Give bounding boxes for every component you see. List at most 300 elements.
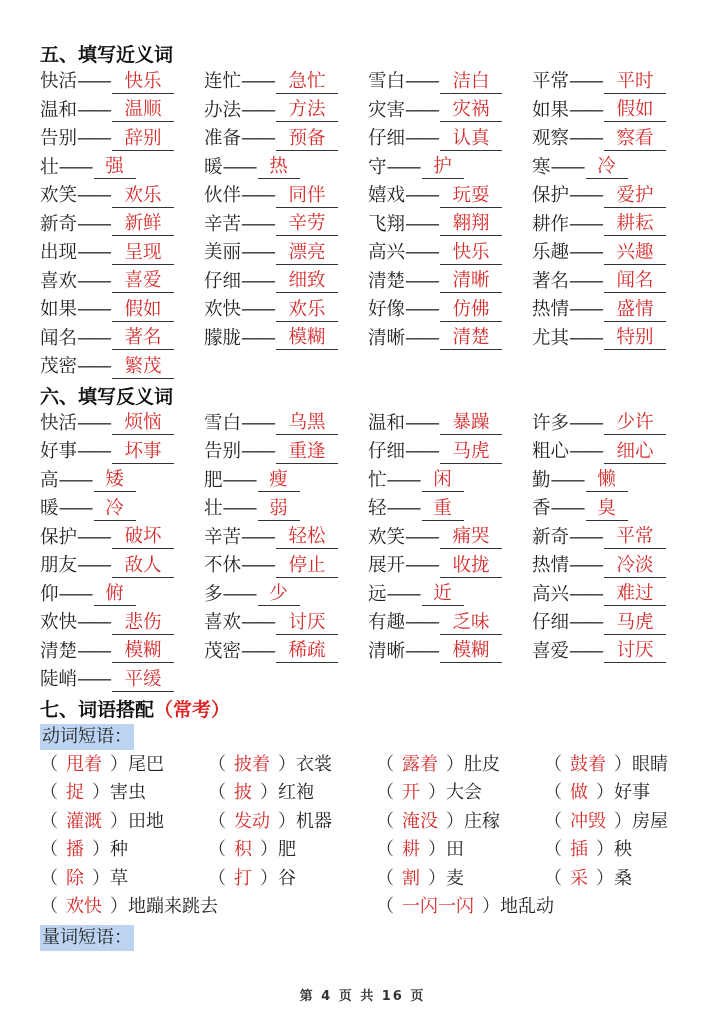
phrase-object: 田 xyxy=(446,839,464,860)
close-paren: ） xyxy=(614,810,632,832)
word-pair xyxy=(532,325,696,354)
prompt-word: 远 xyxy=(368,583,387,605)
phrase-item xyxy=(208,751,376,780)
prompt-word: 喜爱 xyxy=(532,640,570,662)
dash-separator: —— xyxy=(569,640,603,662)
word-pair xyxy=(532,68,696,97)
fill-blank[interactable]: 冲毁 xyxy=(570,810,606,832)
close-paren: ） xyxy=(596,867,614,889)
answer-blank[interactable]: 同伴 xyxy=(276,185,338,208)
word-pair xyxy=(368,495,532,524)
word-pair xyxy=(368,182,532,211)
answer-blank[interactable]: 玩耍 xyxy=(440,185,502,208)
fill-blank[interactable]: 露着 xyxy=(402,753,438,775)
fill-blank[interactable]: 一闪一闪 xyxy=(402,896,474,917)
answer-blank[interactable]: 坏事 xyxy=(112,441,174,464)
prompt-word: 许多 xyxy=(532,412,570,434)
phrase-object: 草 xyxy=(110,867,128,889)
answer-blank[interactable]: 模糊 xyxy=(112,640,174,663)
collocation-note: （常考） xyxy=(154,698,231,721)
dash-separator: —— xyxy=(241,327,275,349)
dash-separator: —— xyxy=(405,327,439,349)
prompt-word: 欢快 xyxy=(204,299,242,320)
dash-separator: —— xyxy=(405,270,439,292)
word-pair xyxy=(368,325,532,354)
phrase-item xyxy=(544,751,712,780)
answer-blank[interactable]: 俯 xyxy=(94,583,136,606)
phrase-object: 房屋 xyxy=(632,810,668,832)
answer-blank[interactable]: 兴趣 xyxy=(604,242,666,265)
verb-phrases-label: 动词短语： xyxy=(40,724,134,750)
word-pair xyxy=(532,182,696,211)
prompt-word: 嬉戏 xyxy=(368,185,406,206)
prompt-word: 雪白 xyxy=(368,71,406,92)
dash-separator: —— xyxy=(569,71,603,92)
word-pair xyxy=(532,638,696,667)
phrase-object: 秧 xyxy=(614,839,632,860)
answer-blank[interactable]: 模糊 xyxy=(440,640,502,663)
word-pair xyxy=(532,296,696,325)
dash-separator: —— xyxy=(222,156,256,178)
word-pair xyxy=(40,638,204,667)
word-pair xyxy=(40,552,204,581)
word-pair xyxy=(204,609,368,638)
dash-separator: —— xyxy=(550,156,584,178)
prompt-word: 朋友 xyxy=(40,555,78,576)
word-pair xyxy=(368,467,532,496)
prompt-word: 观察 xyxy=(532,128,570,149)
word-pair xyxy=(40,239,204,268)
answer-blank[interactable]: 乌黑 xyxy=(276,412,338,435)
word-pair xyxy=(40,609,204,638)
dash-separator: —— xyxy=(77,612,111,633)
word-pair xyxy=(368,239,532,268)
measure-phrases-label: 量词短语： xyxy=(40,925,134,951)
answer-blank[interactable]: 仿佛 xyxy=(440,299,502,322)
empty-cell xyxy=(204,666,368,695)
dash-separator: —— xyxy=(405,412,439,434)
prompt-word: 飞翔 xyxy=(368,213,406,235)
answer-blank[interactable]: 繁茂 xyxy=(112,356,174,379)
answer-blank[interactable]: 稀疏 xyxy=(276,640,338,663)
prompt-word: 高 xyxy=(40,469,59,491)
dash-separator: —— xyxy=(569,213,603,235)
dash-separator: —— xyxy=(569,270,603,292)
prompt-word: 连忙 xyxy=(204,71,242,92)
fill-blank[interactable]: 耕 xyxy=(402,839,420,860)
answer-blank[interactable]: 闲 xyxy=(422,469,464,492)
dash-separator: —— xyxy=(241,640,275,662)
phrase-object: 地乱动 xyxy=(500,896,554,917)
dash-separator: —— xyxy=(241,555,275,576)
word-pair xyxy=(368,296,532,325)
answer-blank[interactable]: 认真 xyxy=(440,128,502,151)
answer-blank[interactable]: 痛哭 xyxy=(440,526,502,549)
fill-blank[interactable]: 甩着 xyxy=(66,753,102,775)
open-paren: （ xyxy=(376,839,394,860)
answer-blank[interactable]: 平时 xyxy=(604,71,666,94)
phrase-item xyxy=(208,836,376,865)
phrase-item xyxy=(40,808,208,837)
prompt-word: 高兴 xyxy=(368,242,406,263)
answer-blank[interactable]: 洁白 xyxy=(440,71,502,94)
phrase-item xyxy=(376,808,544,837)
phrase-item xyxy=(544,779,712,808)
answer-blank[interactable]: 少 xyxy=(258,583,300,606)
dash-separator: —— xyxy=(77,213,111,235)
phrase-object: 田地 xyxy=(128,810,164,832)
antonyms-grid xyxy=(40,410,690,695)
answer-blank[interactable]: 轻松 xyxy=(276,526,338,549)
prompt-word: 仔细 xyxy=(368,128,406,149)
answer-blank[interactable]: 灾祸 xyxy=(440,99,502,122)
word-pair xyxy=(204,211,368,240)
answer-blank[interactable]: 难过 xyxy=(604,583,666,606)
collocation-title-text: 七、词语搭配 xyxy=(40,698,155,721)
close-paren: ） xyxy=(260,867,278,889)
fill-blank[interactable]: 披着 xyxy=(234,753,270,775)
worksheet-page xyxy=(40,40,690,952)
word-pair xyxy=(532,211,696,240)
dash-separator: —— xyxy=(405,128,439,149)
phrase-item xyxy=(544,836,712,865)
answer-blank[interactable]: 马虎 xyxy=(440,441,502,464)
phrase-item xyxy=(208,865,376,894)
prompt-word: 忙 xyxy=(368,469,387,491)
dash-separator: —— xyxy=(569,299,603,320)
dash-separator: —— xyxy=(405,612,439,633)
phrase-item xyxy=(40,779,208,808)
answer-blank[interactable]: 冷淡 xyxy=(604,555,666,578)
answer-blank[interactable]: 清晰 xyxy=(440,270,502,293)
phrase-item xyxy=(376,779,544,808)
dash-separator: —— xyxy=(241,526,275,548)
word-pair xyxy=(368,125,532,154)
phrase-item xyxy=(376,865,544,894)
word-pair xyxy=(532,268,696,297)
phrase-item xyxy=(376,893,712,922)
prompt-word: 告别 xyxy=(204,441,242,462)
word-pair xyxy=(368,609,532,638)
prompt-word: 清晰 xyxy=(368,327,406,349)
word-pair xyxy=(40,438,204,467)
answer-blank[interactable]: 收拢 xyxy=(440,555,502,578)
dash-separator: —— xyxy=(241,299,275,320)
open-paren: （ xyxy=(544,839,562,860)
answer-blank[interactable]: 盛情 xyxy=(604,299,666,322)
open-paren: （ xyxy=(40,753,58,775)
fill-blank[interactable]: 积 xyxy=(234,839,252,860)
fill-blank[interactable]: 灌溉 xyxy=(66,810,102,832)
dash-separator: —— xyxy=(569,327,603,349)
dash-separator: —— xyxy=(241,71,275,92)
fill-blank[interactable]: 欢快 xyxy=(66,896,102,917)
word-pair xyxy=(204,239,368,268)
answer-blank[interactable]: 闻名 xyxy=(604,270,666,293)
dash-separator: —— xyxy=(241,128,275,149)
answer-blank[interactable]: 破坏 xyxy=(112,526,174,549)
answer-blank[interactable]: 特别 xyxy=(604,327,666,350)
verb-phrases-grid xyxy=(40,751,690,922)
dash-separator: —— xyxy=(405,99,439,121)
open-paren: （ xyxy=(544,867,562,889)
answer-blank[interactable]: 平缓 xyxy=(112,669,174,692)
close-paren: ） xyxy=(596,839,614,860)
word-pair xyxy=(532,97,696,126)
prompt-word: 多 xyxy=(204,583,223,605)
close-paren: ） xyxy=(278,810,296,832)
phrase-object: 红袍 xyxy=(278,782,314,803)
fill-blank[interactable]: 做 xyxy=(570,782,588,803)
answer-blank[interactable]: 漂亮 xyxy=(276,242,338,265)
prompt-word: 朦胧 xyxy=(204,327,242,349)
dash-separator: —— xyxy=(569,441,603,462)
answer-blank[interactable]: 细心 xyxy=(604,441,666,464)
open-paren: （ xyxy=(376,810,394,832)
answer-blank[interactable]: 弱 xyxy=(258,498,300,521)
prompt-word: 闻名 xyxy=(40,327,78,349)
prompt-word: 壮 xyxy=(204,498,223,519)
answer-blank[interactable]: 平常 xyxy=(604,526,666,549)
phrase-item xyxy=(376,836,544,865)
empty-cell xyxy=(368,666,532,695)
dash-separator: —— xyxy=(77,299,111,320)
open-paren: （ xyxy=(376,753,394,775)
close-paren: ） xyxy=(110,810,128,832)
phrase-object: 种 xyxy=(110,839,128,860)
close-paren: ） xyxy=(446,753,464,775)
prompt-word: 快活 xyxy=(40,71,78,92)
answer-blank[interactable]: 冷 xyxy=(94,498,136,521)
dash-separator: —— xyxy=(58,498,92,519)
prompt-word: 勤 xyxy=(532,469,551,491)
prompt-word: 保护 xyxy=(40,526,78,548)
phrase-object: 庄稼 xyxy=(464,810,500,832)
phrase-object: 谷 xyxy=(278,867,296,889)
answer-blank[interactable]: 爱护 xyxy=(604,185,666,208)
answer-blank[interactable]: 快乐 xyxy=(440,242,502,265)
prompt-word: 耕作 xyxy=(532,213,570,235)
fill-blank[interactable]: 除 xyxy=(66,867,84,889)
answer-blank[interactable]: 马虎 xyxy=(604,612,666,635)
dash-separator: —— xyxy=(58,583,92,605)
answer-blank[interactable]: 预备 xyxy=(276,128,338,151)
answer-blank[interactable]: 热 xyxy=(258,156,300,179)
answer-blank[interactable]: 呈现 xyxy=(112,242,174,265)
answer-blank[interactable]: 烦恼 xyxy=(112,412,174,435)
answer-blank[interactable]: 细致 xyxy=(276,270,338,293)
prompt-word: 仔细 xyxy=(368,441,406,462)
word-pair xyxy=(368,68,532,97)
fill-blank[interactable]: 开 xyxy=(402,782,420,803)
prompt-word: 暖 xyxy=(204,156,223,178)
dash-separator: —— xyxy=(405,526,439,548)
word-pair xyxy=(368,97,532,126)
dash-separator: —— xyxy=(77,555,111,576)
dash-separator: —— xyxy=(405,242,439,263)
dash-separator: —— xyxy=(569,99,603,121)
word-pair xyxy=(204,154,368,183)
answer-blank[interactable]: 护 xyxy=(422,156,464,179)
word-pair xyxy=(40,268,204,297)
dash-separator: —— xyxy=(386,156,420,178)
close-paren: ） xyxy=(92,867,110,889)
page-footer: 第 4 页 共 16 页 xyxy=(299,989,426,1004)
dash-separator: —— xyxy=(569,612,603,633)
phrase-object: 地蹦来跳去 xyxy=(128,896,218,917)
fill-blank[interactable]: 播 xyxy=(66,839,84,860)
word-pair xyxy=(204,296,368,325)
dash-separator: —— xyxy=(241,242,275,263)
dash-separator: —— xyxy=(405,213,439,235)
answer-blank[interactable]: 欢乐 xyxy=(276,299,338,322)
word-pair xyxy=(40,467,204,496)
dash-separator: —— xyxy=(77,412,111,434)
fill-blank[interactable]: 发动 xyxy=(234,810,270,832)
answer-blank[interactable]: 喜爱 xyxy=(112,270,174,293)
answer-blank[interactable]: 瘦 xyxy=(258,469,300,492)
dash-separator: —— xyxy=(77,640,111,662)
dash-separator: —— xyxy=(405,441,439,462)
prompt-word: 高兴 xyxy=(532,583,570,605)
dash-separator: —— xyxy=(569,583,603,605)
word-pair xyxy=(40,581,204,610)
dash-separator: —— xyxy=(386,498,420,519)
close-paren: ） xyxy=(446,810,464,832)
answer-blank[interactable]: 乏味 xyxy=(440,612,502,635)
collocation-title xyxy=(40,697,690,723)
prompt-word: 仰 xyxy=(40,583,59,605)
close-paren: ） xyxy=(92,839,110,860)
fill-blank[interactable]: 披 xyxy=(234,782,252,803)
word-pair xyxy=(40,211,204,240)
answer-blank[interactable]: 悲伤 xyxy=(112,612,174,635)
word-pair xyxy=(204,438,368,467)
dash-separator: —— xyxy=(241,213,275,235)
word-pair xyxy=(368,638,532,667)
answer-blank[interactable]: 察看 xyxy=(604,128,666,151)
word-pair xyxy=(532,125,696,154)
answer-blank[interactable]: 耕耘 xyxy=(604,213,666,236)
word-pair xyxy=(368,154,532,183)
word-pair xyxy=(204,581,368,610)
empty-cell xyxy=(532,353,696,382)
answer-blank[interactable]: 暴躁 xyxy=(440,412,502,435)
fill-blank[interactable]: 鼓着 xyxy=(570,753,606,775)
phrase-item xyxy=(208,808,376,837)
answer-blank[interactable]: 臭 xyxy=(586,498,628,521)
word-pair xyxy=(368,211,532,240)
answer-blank[interactable]: 模糊 xyxy=(276,327,338,350)
word-pair xyxy=(204,467,368,496)
answer-blank[interactable]: 冷 xyxy=(586,156,628,179)
answer-blank[interactable]: 著名 xyxy=(112,327,174,350)
answer-blank[interactable]: 近 xyxy=(422,583,464,606)
measure-phrases-label-row xyxy=(40,924,690,952)
prompt-word: 著名 xyxy=(532,270,570,292)
answer-blank[interactable]: 敌人 xyxy=(112,555,174,578)
fill-blank[interactable]: 割 xyxy=(402,867,420,889)
prompt-word: 清楚 xyxy=(40,640,78,662)
prompt-word: 欢笑 xyxy=(40,185,78,206)
dash-separator: —— xyxy=(405,555,439,576)
fill-blank[interactable]: 打 xyxy=(234,867,252,889)
dash-separator: —— xyxy=(405,71,439,92)
answer-blank[interactable]: 快乐 xyxy=(112,71,174,94)
open-paren: （ xyxy=(40,810,58,832)
phrase-object: 衣裳 xyxy=(296,753,332,775)
fill-blank[interactable]: 插 xyxy=(570,839,588,860)
answer-blank[interactable]: 讨厌 xyxy=(604,640,666,663)
dash-separator: —— xyxy=(569,412,603,434)
answer-blank[interactable]: 辞别 xyxy=(112,128,174,151)
open-paren: （ xyxy=(208,810,226,832)
word-pair xyxy=(532,552,696,581)
dash-separator: —— xyxy=(77,526,111,548)
open-paren: （ xyxy=(208,867,226,889)
open-paren: （ xyxy=(208,753,226,775)
answer-blank[interactable]: 讨厌 xyxy=(276,612,338,635)
close-paren: ） xyxy=(428,839,446,860)
prompt-word: 保护 xyxy=(532,185,570,206)
dash-separator: —— xyxy=(569,242,603,263)
phrase-object: 肥 xyxy=(278,839,296,860)
answer-blank[interactable]: 新鲜 xyxy=(112,213,174,236)
answer-blank[interactable]: 欢乐 xyxy=(112,185,174,208)
answer-blank[interactable]: 翱翔 xyxy=(440,213,502,236)
synonyms-grid xyxy=(40,68,690,382)
answer-blank[interactable]: 矮 xyxy=(94,469,136,492)
open-paren: （ xyxy=(208,782,226,803)
prompt-word: 尤其 xyxy=(532,327,570,349)
prompt-word: 快活 xyxy=(40,412,78,434)
answer-blank[interactable]: 方法 xyxy=(276,99,338,122)
fill-blank[interactable]: 捉 xyxy=(66,782,84,803)
fill-blank[interactable]: 采 xyxy=(570,867,588,889)
word-pair xyxy=(532,524,696,553)
dash-separator: —— xyxy=(405,640,439,662)
answer-blank[interactable]: 温顺 xyxy=(112,99,174,122)
phrase-item xyxy=(376,751,544,780)
phrase-item xyxy=(40,865,208,894)
synonyms-title: 五、填写近义词 xyxy=(40,44,174,66)
answer-blank[interactable]: 重 xyxy=(422,498,464,521)
prompt-word: 乐趣 xyxy=(532,242,570,263)
answer-blank[interactable]: 懒 xyxy=(586,469,628,492)
dash-separator: —— xyxy=(241,99,275,121)
answer-blank[interactable]: 少许 xyxy=(604,412,666,435)
prompt-word: 欢笑 xyxy=(368,526,406,548)
close-paren: ） xyxy=(260,839,278,860)
phrase-object: 眼睛 xyxy=(632,753,668,775)
fill-blank[interactable]: 淹没 xyxy=(402,810,438,832)
answer-blank[interactable]: 重逢 xyxy=(276,441,338,464)
answer-blank[interactable]: 停止 xyxy=(276,555,338,578)
answer-blank[interactable]: 假如 xyxy=(604,99,666,122)
dash-separator: —— xyxy=(241,441,275,462)
answer-blank[interactable]: 清楚 xyxy=(440,327,502,350)
prompt-word: 茂密 xyxy=(204,640,242,662)
word-pair xyxy=(368,438,532,467)
prompt-word: 欢快 xyxy=(40,612,78,633)
answer-blank[interactable]: 假如 xyxy=(112,299,174,322)
open-paren: （ xyxy=(40,782,58,803)
answer-blank[interactable]: 急忙 xyxy=(276,71,338,94)
answer-blank[interactable]: 强 xyxy=(94,156,136,179)
dash-separator: —— xyxy=(569,185,603,206)
answer-blank[interactable]: 辛劳 xyxy=(276,213,338,236)
word-pair xyxy=(368,581,532,610)
